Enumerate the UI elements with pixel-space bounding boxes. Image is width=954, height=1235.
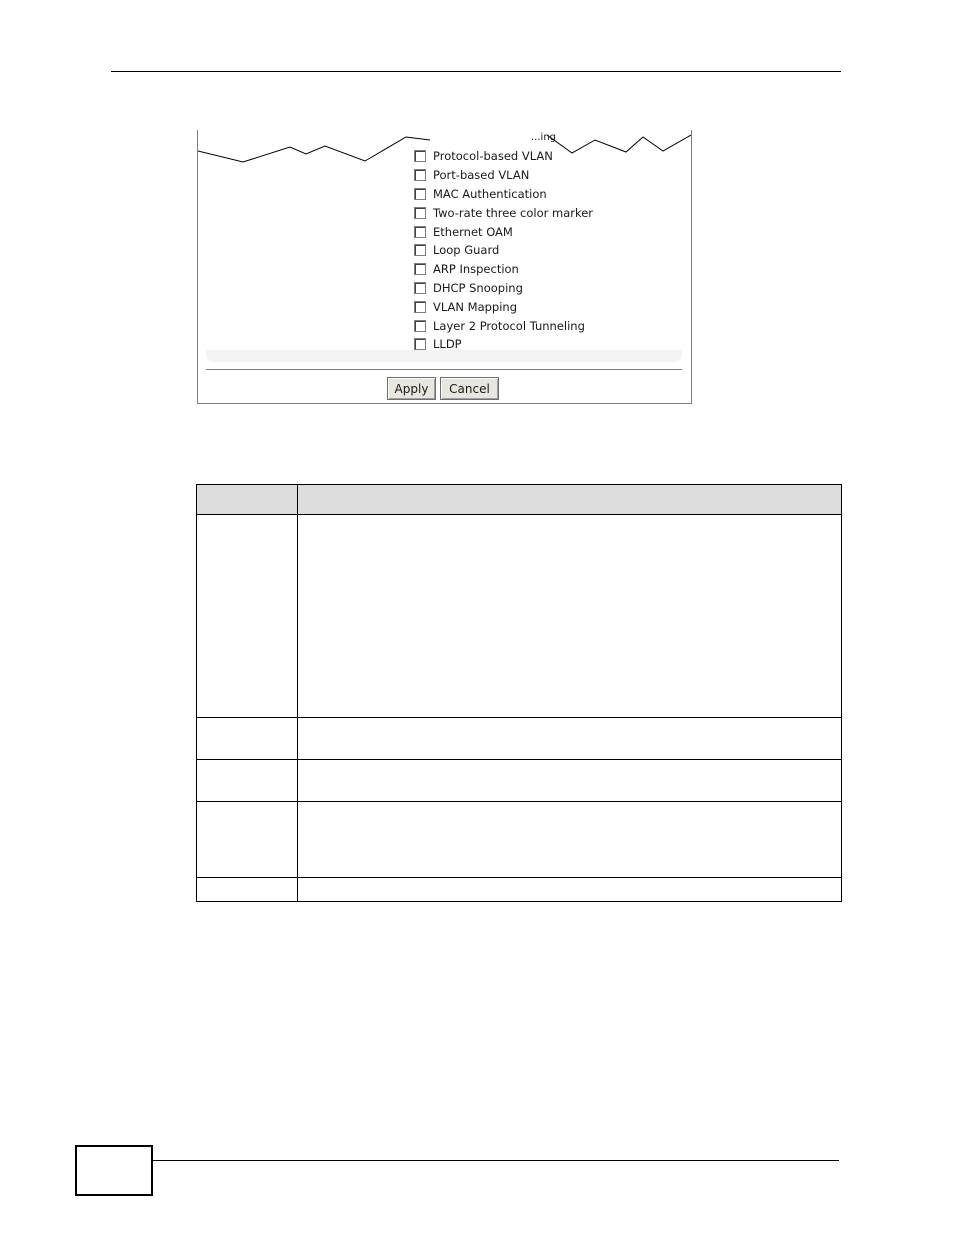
checkbox[interactable]	[414, 320, 426, 332]
checkbox[interactable]	[414, 188, 426, 200]
table-row	[197, 802, 842, 878]
checkbox-label: Loop Guard	[433, 243, 500, 258]
screenshot-panel	[197, 130, 692, 404]
checkbox-label: ARP Inspection	[433, 262, 519, 277]
feature-checkbox-list	[414, 147, 593, 354]
header-rule	[111, 71, 841, 72]
page-number-box	[75, 1145, 153, 1196]
checkbox-label: DHCP Snooping	[433, 280, 523, 295]
table-cell	[298, 718, 842, 760]
table-cell	[298, 760, 842, 802]
table-row	[197, 878, 842, 902]
checkbox[interactable]	[414, 338, 426, 350]
checkbox-row[interactable]	[414, 222, 593, 241]
header-cell-description	[298, 485, 842, 515]
table-row	[197, 515, 842, 718]
checkbox-label: Ethernet OAM	[433, 224, 513, 239]
checkbox[interactable]	[414, 226, 426, 238]
table-row	[197, 718, 842, 760]
checkbox[interactable]	[414, 244, 426, 256]
checkbox-row[interactable]	[414, 316, 593, 335]
table-cell	[298, 878, 842, 902]
checkbox-row[interactable]	[414, 241, 593, 260]
checkbox-row[interactable]	[414, 185, 593, 204]
checkbox-label: LLDP	[433, 337, 462, 352]
cancel-button[interactable]: Cancel	[440, 377, 499, 400]
apply-button[interactable]: Apply	[387, 377, 436, 400]
checkbox-label: MAC Authentication	[433, 186, 547, 201]
checkbox-label: Two-rate three color marker	[433, 205, 594, 220]
checkbox[interactable]	[414, 263, 426, 275]
table-cell	[197, 802, 298, 878]
checkbox[interactable]	[414, 301, 426, 313]
table-cell	[197, 718, 298, 760]
checkbox-label: Layer 2 Protocol Tunneling	[433, 318, 585, 333]
header-cell-label	[197, 485, 298, 515]
partial-label: ...ing	[531, 132, 556, 143]
checkbox-row[interactable]	[414, 203, 593, 222]
table-header-row	[197, 485, 842, 515]
panel-divider	[206, 369, 682, 370]
table-cell	[197, 760, 298, 802]
checkbox-row[interactable]	[414, 335, 593, 354]
footer-rule	[151, 1160, 839, 1161]
description-table	[196, 484, 842, 902]
table-cell	[298, 515, 842, 718]
checkbox-label: Protocol-based VLAN	[433, 149, 553, 164]
table-cell	[197, 878, 298, 902]
checkbox-label: VLAN Mapping	[433, 299, 518, 314]
checkbox-row[interactable]	[414, 297, 593, 316]
table-cell	[298, 802, 842, 878]
table-cell	[197, 515, 298, 718]
table-row	[197, 760, 842, 802]
checkbox[interactable]	[414, 207, 426, 219]
checkbox[interactable]	[414, 282, 426, 294]
checkbox[interactable]	[414, 169, 426, 181]
checkbox-label: Port-based VLAN	[433, 168, 530, 183]
checkbox-row[interactable]	[414, 260, 593, 279]
checkbox-row[interactable]	[414, 279, 593, 298]
torn-edge-graphic	[198, 130, 691, 170]
